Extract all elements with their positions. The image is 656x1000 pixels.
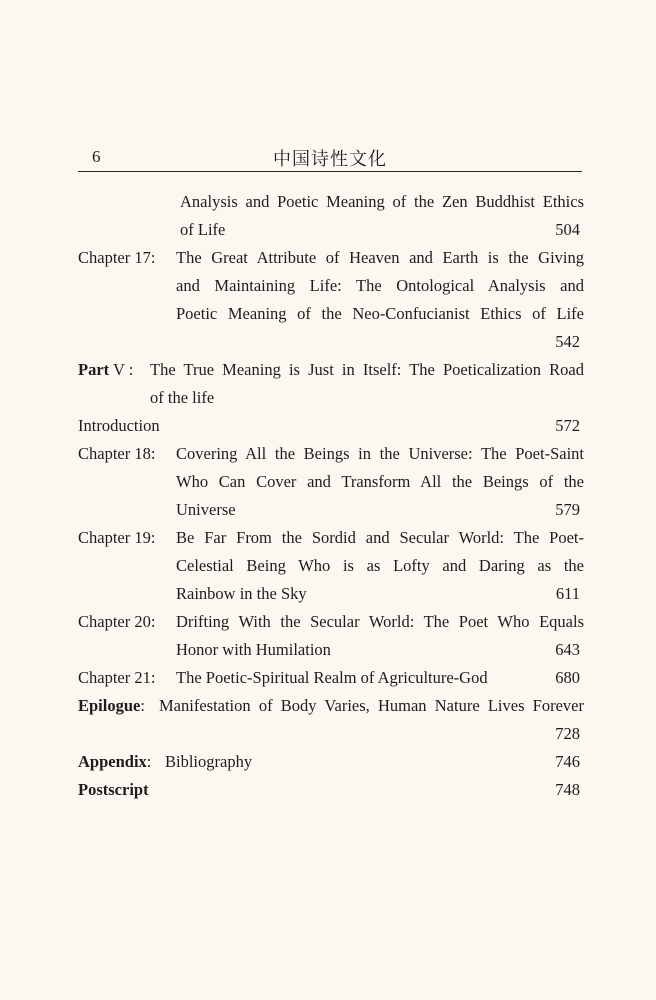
- toc-entry-line: Celestial Being Who is as Lofty and Daring as the: [176, 556, 584, 575]
- toc-entry-line: The True Meaning is Just in Itself: The Poeticalization Road: [150, 360, 584, 379]
- toc-chapter-label: Chapter 21:: [78, 668, 156, 687]
- toc-chapter-label: Chapter 17:: [78, 248, 156, 267]
- toc-entry-line: Analysis and Poetic Meaning of the Zen Buddhist Ethics: [180, 192, 584, 211]
- toc-entry-line: and Maintaining Life: The Ontological Analysis and: [176, 276, 584, 295]
- toc-entry-line: Poetic Meaning of the Neo-Confucianist Ethics of Life: [176, 304, 584, 323]
- toc-entry-line: Manifestation of Body Varies, Human Nature Lives Forever: [159, 696, 584, 715]
- toc-page-number: 579: [555, 500, 580, 519]
- toc-chapter-label: Chapter 19:: [78, 528, 156, 547]
- toc-entry-line: of Life: [180, 220, 226, 239]
- toc-page-number: 728: [555, 724, 580, 743]
- toc-entry-line: Bibliography: [165, 752, 253, 771]
- toc-page-number: 643: [555, 640, 580, 659]
- toc-epilogue-label-rest: :: [140, 696, 145, 715]
- toc-introduction-label: Introduction: [78, 416, 160, 435]
- toc-postscript-label: Postscript: [78, 780, 149, 799]
- toc-entry-line: Universe: [176, 500, 236, 519]
- toc-page-number: 748: [555, 780, 580, 799]
- toc-appendix-label-rest: :: [146, 752, 152, 771]
- toc-entry-line: Rainbow in the Sky: [176, 584, 307, 603]
- toc-page-number: 542: [555, 332, 580, 351]
- toc-epilogue-label-bold: Epilogue: [78, 696, 141, 715]
- toc-entry-line: of the life: [150, 388, 215, 407]
- toc-page-number: 746: [555, 752, 580, 771]
- toc-part-label-rest: V :: [109, 360, 134, 379]
- toc-entry-line: Who Can Cover and Transform All the Beings of the: [176, 472, 584, 491]
- page-header: [78, 145, 582, 172]
- running-title: 中国诗性文化: [273, 149, 387, 169]
- toc-entry-line: Be Far From the Sordid and Secular World: The Poet-: [176, 528, 584, 547]
- toc-part-label-bold: Part: [78, 360, 110, 379]
- toc-page-number: 572: [555, 416, 580, 435]
- page-number: 6: [92, 147, 101, 166]
- toc-entry-line: The Great Attribute of Heaven and Earth is the Giving: [176, 248, 584, 267]
- toc-page-number: 504: [555, 220, 580, 239]
- toc-page-number: 680: [555, 668, 580, 687]
- toc-chapter-label: Chapter 18:: [78, 444, 156, 463]
- toc-appendix-label: [78, 748, 151, 776]
- toc-entry-line: Drifting With the Secular World: The Poet Who Equals: [176, 612, 584, 631]
- toc-epilogue-label: [78, 692, 145, 720]
- toc-appendix-label-bold: Appendix: [78, 752, 147, 771]
- toc-chapter-label: Chapter 20:: [78, 612, 156, 631]
- toc-entry-line: The Poetic-Spiritual Realm of Agriculture-God: [176, 668, 488, 687]
- toc-part-label: [78, 356, 133, 384]
- toc-entry-line: Covering All the Beings in the Universe: The Poet-Saint: [176, 444, 584, 463]
- toc-page-number: 611: [555, 584, 580, 603]
- toc-entry-line: Honor with Humilation: [176, 640, 331, 659]
